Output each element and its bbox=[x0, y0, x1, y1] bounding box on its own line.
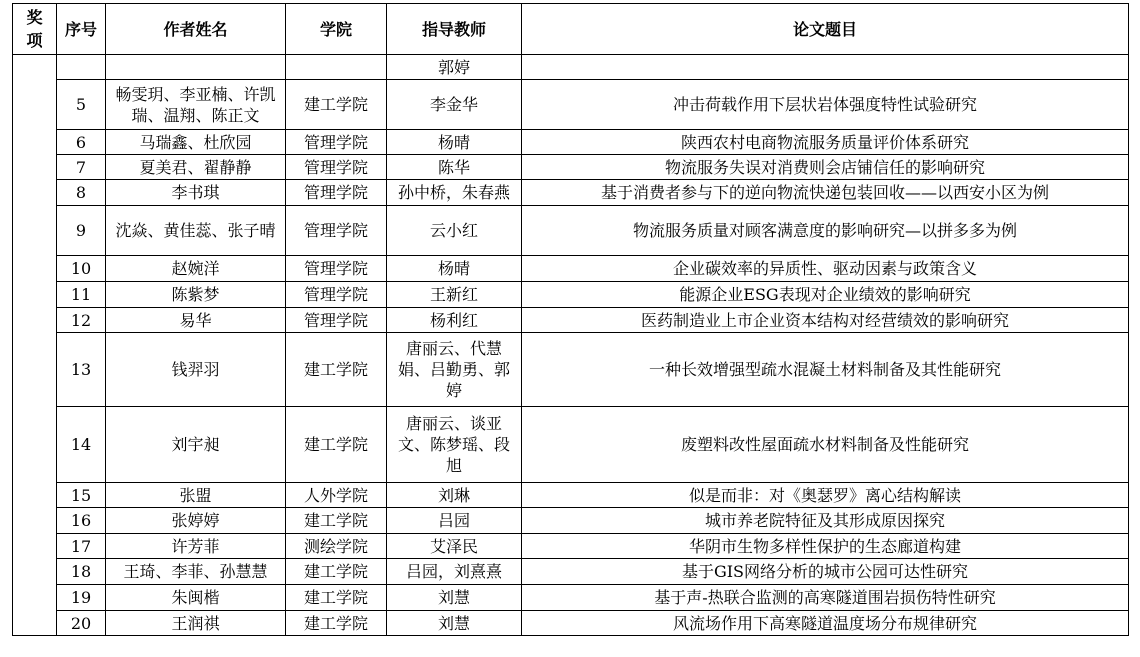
table-row bbox=[13, 585, 1129, 611]
num-cell: 16 bbox=[57, 508, 106, 534]
authors-cell: 沈焱、黄佳蕊、张子晴 bbox=[106, 206, 286, 256]
table-row bbox=[13, 206, 1129, 256]
table-row bbox=[13, 483, 1129, 508]
table-row bbox=[13, 282, 1129, 308]
advisor-cell: 王新红 bbox=[387, 282, 522, 308]
header-award: 奖项 bbox=[13, 4, 57, 55]
title-cell: 废塑料改性屋面疏水材料制备及性能研究 bbox=[522, 407, 1129, 483]
num-cell: 14 bbox=[57, 407, 106, 483]
num-cell: 18 bbox=[57, 559, 106, 585]
advisor-cell: 吕园，刘熹熹 bbox=[387, 559, 522, 585]
table-row bbox=[13, 308, 1129, 333]
college-cell: 人外学院 bbox=[286, 483, 387, 508]
title-cell: 基于GIS网络分析的城市公园可达性研究 bbox=[522, 559, 1129, 585]
advisor-cell: 陈华 bbox=[387, 155, 522, 180]
table-row bbox=[13, 130, 1129, 155]
title-cell: 物流服务质量对顾客满意度的影响研究—以拼多多为例 bbox=[522, 206, 1129, 256]
authors-cell: 朱闽楷 bbox=[106, 585, 286, 611]
num-cell: 9 bbox=[57, 206, 106, 256]
table-row bbox=[13, 55, 1129, 80]
num-cell: 12 bbox=[57, 308, 106, 333]
num-cell: 13 bbox=[57, 333, 106, 407]
title-cell: 基于声-热联合监测的高寒隧道围岩损伤特性研究 bbox=[522, 585, 1129, 611]
authors-cell: 赵婉洋 bbox=[106, 256, 286, 282]
title-cell: 风流场作用下高寒隧道温度场分布规律研究 bbox=[522, 611, 1129, 636]
header-row bbox=[13, 4, 1129, 55]
authors-cell: 马瑞鑫、杜欣园 bbox=[106, 130, 286, 155]
advisor-cell: 刘慧 bbox=[387, 585, 522, 611]
college-cell: 建工学院 bbox=[286, 80, 387, 130]
advisor-cell: 刘慧 bbox=[387, 611, 522, 636]
authors-cell: 夏美君、翟静静 bbox=[106, 155, 286, 180]
num-cell bbox=[57, 55, 106, 80]
authors-cell: 易华 bbox=[106, 308, 286, 333]
header-title: 论文题目 bbox=[522, 4, 1129, 55]
college-cell bbox=[286, 55, 387, 80]
awards-table bbox=[12, 3, 1129, 636]
authors-cell: 张盟 bbox=[106, 483, 286, 508]
title-cell: 一种长效增强型疏水混凝土材料制备及其性能研究 bbox=[522, 333, 1129, 407]
college-cell: 建工学院 bbox=[286, 559, 387, 585]
table-row bbox=[13, 155, 1129, 180]
num-cell: 17 bbox=[57, 534, 106, 559]
college-cell: 管理学院 bbox=[286, 130, 387, 155]
header-college: 学院 bbox=[286, 4, 387, 55]
advisor-cell: 云小红 bbox=[387, 206, 522, 256]
college-cell: 管理学院 bbox=[286, 206, 387, 256]
college-cell: 建工学院 bbox=[286, 333, 387, 407]
authors-cell: 陈紫梦 bbox=[106, 282, 286, 308]
award-cell bbox=[13, 55, 57, 636]
num-cell: 7 bbox=[57, 155, 106, 180]
num-cell: 10 bbox=[57, 256, 106, 282]
college-cell: 管理学院 bbox=[286, 308, 387, 333]
college-cell: 建工学院 bbox=[286, 611, 387, 636]
title-cell bbox=[522, 55, 1129, 80]
title-cell: 似是而非：对《奥瑟罗》离心结构解读 bbox=[522, 483, 1129, 508]
authors-cell: 王琦、李菲、孙慧慧 bbox=[106, 559, 286, 585]
title-cell: 企业碳效率的异质性、驱动因素与政策含义 bbox=[522, 256, 1129, 282]
num-cell: 15 bbox=[57, 483, 106, 508]
table-row bbox=[13, 407, 1129, 483]
num-cell: 5 bbox=[57, 80, 106, 130]
college-cell: 建工学院 bbox=[286, 585, 387, 611]
title-cell: 陕西农村电商物流服务质量评价体系研究 bbox=[522, 130, 1129, 155]
table-row bbox=[13, 534, 1129, 559]
title-cell: 基于消费者参与下的逆向物流快递包装回收——以西安小区为例 bbox=[522, 180, 1129, 206]
college-cell: 建工学院 bbox=[286, 508, 387, 534]
table-row bbox=[13, 611, 1129, 636]
advisor-cell: 吕园 bbox=[387, 508, 522, 534]
table-row bbox=[13, 559, 1129, 585]
title-cell: 医药制造业上市企业资本结构对经营绩效的影响研究 bbox=[522, 308, 1129, 333]
college-cell: 管理学院 bbox=[286, 282, 387, 308]
college-cell: 管理学院 bbox=[286, 180, 387, 206]
table-row bbox=[13, 80, 1129, 130]
authors-cell: 张婷婷 bbox=[106, 508, 286, 534]
header-num: 序号 bbox=[57, 4, 106, 55]
advisor-cell: 杨晴 bbox=[387, 256, 522, 282]
advisor-cell: 杨利红 bbox=[387, 308, 522, 333]
num-cell: 20 bbox=[57, 611, 106, 636]
authors-cell: 刘宇昶 bbox=[106, 407, 286, 483]
title-cell: 华阴市生物多样性保护的生态廊道构建 bbox=[522, 534, 1129, 559]
advisor-cell: 刘琳 bbox=[387, 483, 522, 508]
title-cell: 冲击荷载作用下层状岩体强度特性试验研究 bbox=[522, 80, 1129, 130]
advisor-cell: 艾泽民 bbox=[387, 534, 522, 559]
college-cell: 管理学院 bbox=[286, 155, 387, 180]
authors-cell: 畅雯玥、李亚楠、许凯瑞、温翔、陈正文 bbox=[106, 80, 286, 130]
authors-cell: 许芳菲 bbox=[106, 534, 286, 559]
title-cell: 物流服务失误对消费则会店铺信任的影响研究 bbox=[522, 155, 1129, 180]
title-cell: 城市养老院特征及其形成原因探究 bbox=[522, 508, 1129, 534]
advisor-cell: 郭婷 bbox=[387, 55, 522, 80]
authors-cell: 钱羿羽 bbox=[106, 333, 286, 407]
advisor-cell: 杨晴 bbox=[387, 130, 522, 155]
authors-cell: 李书琪 bbox=[106, 180, 286, 206]
title-cell: 能源企业ESG表现对企业绩效的影响研究 bbox=[522, 282, 1129, 308]
table-row bbox=[13, 256, 1129, 282]
authors-cell bbox=[106, 55, 286, 80]
header-advisor: 指导教师 bbox=[387, 4, 522, 55]
header-authors: 作者姓名 bbox=[106, 4, 286, 55]
authors-cell: 王润祺 bbox=[106, 611, 286, 636]
college-cell: 测绘学院 bbox=[286, 534, 387, 559]
college-cell: 管理学院 bbox=[286, 256, 387, 282]
college-cell: 建工学院 bbox=[286, 407, 387, 483]
num-cell: 8 bbox=[57, 180, 106, 206]
table-row bbox=[13, 180, 1129, 206]
table-row bbox=[13, 508, 1129, 534]
num-cell: 19 bbox=[57, 585, 106, 611]
num-cell: 11 bbox=[57, 282, 106, 308]
table-row bbox=[13, 333, 1129, 407]
num-cell: 6 bbox=[57, 130, 106, 155]
advisor-cell: 李金华 bbox=[387, 80, 522, 130]
advisor-cell: 唐丽云、代慧娟、吕勤勇、郭婷 bbox=[387, 333, 522, 407]
advisor-cell: 唐丽云、谈亚文、陈梦瑶、段旭 bbox=[387, 407, 522, 483]
advisor-cell: 孙中桥，朱春燕 bbox=[387, 180, 522, 206]
